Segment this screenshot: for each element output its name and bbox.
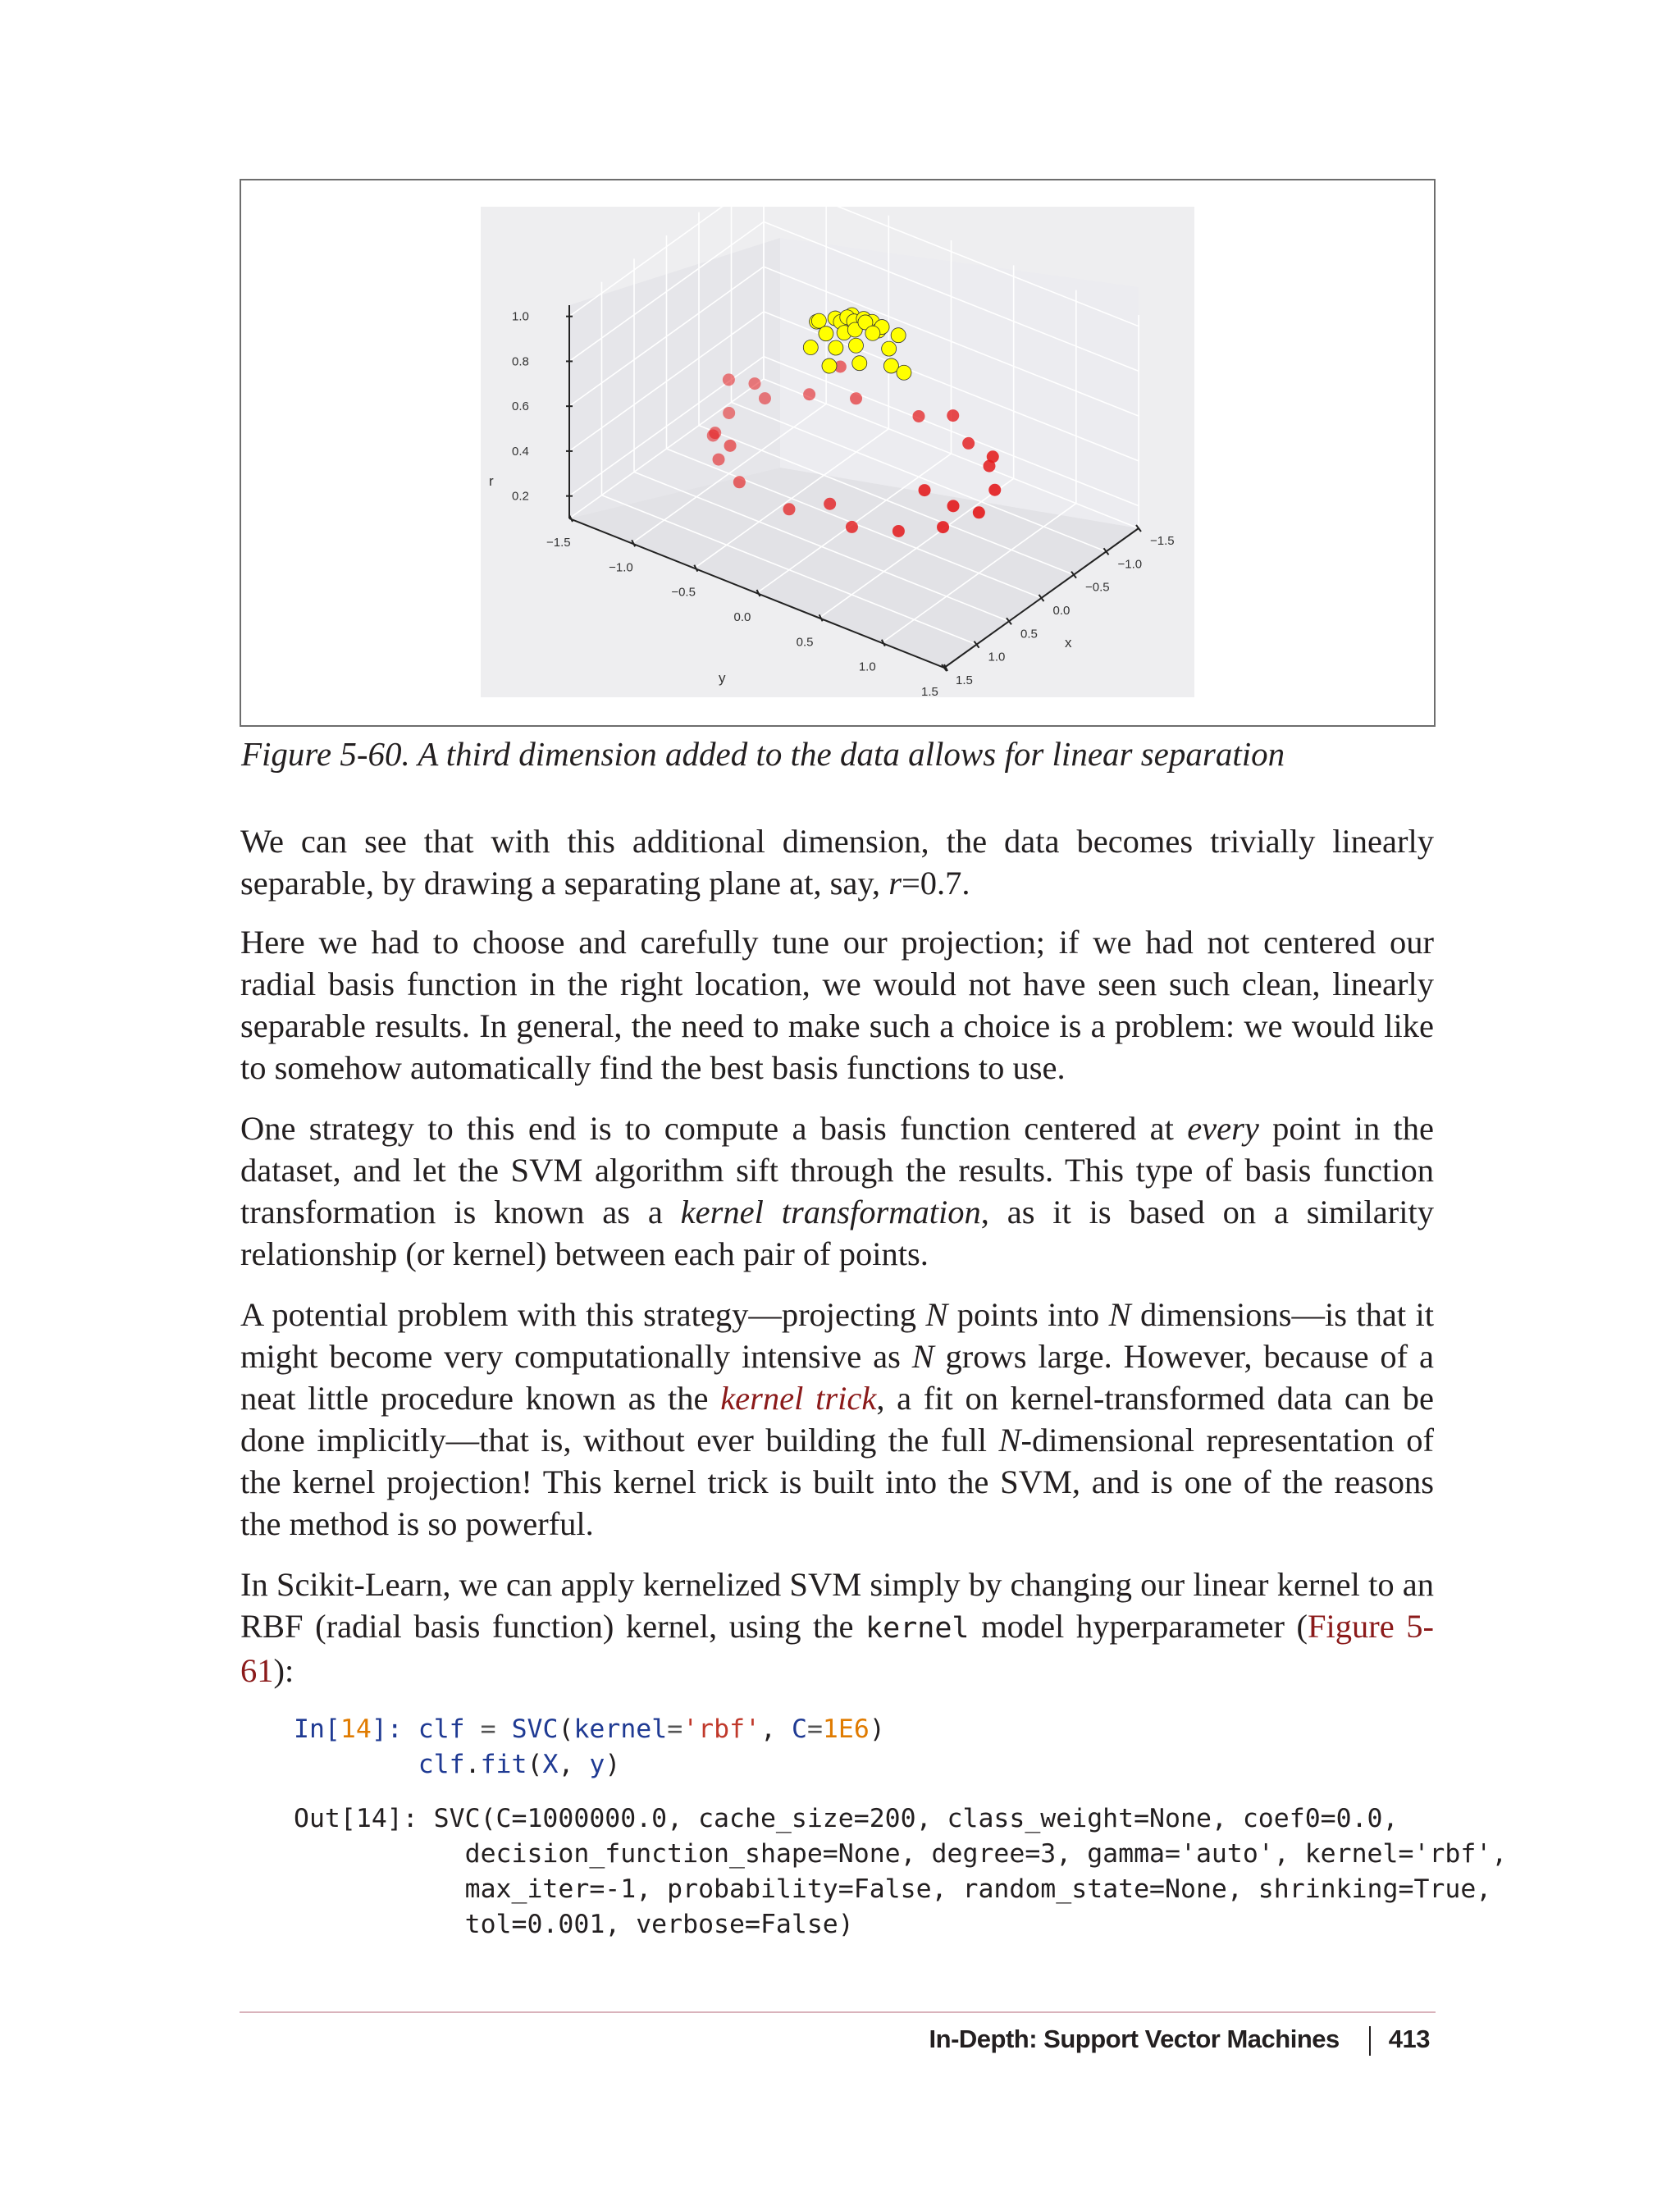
z-tick-label: 0.2 — [512, 489, 529, 504]
outer-point — [723, 373, 735, 386]
code-input: In[14]: clf = SVC(kernel='rbf', C=1E6) clf.fit(X, y) — [294, 1714, 885, 1779]
outer-point — [962, 437, 975, 450]
footer-rule — [240, 2011, 1436, 2013]
inner-point — [882, 341, 897, 356]
inner-point — [891, 328, 906, 343]
outer-point — [988, 484, 1001, 496]
outer-point — [723, 407, 735, 419]
paragraph-1: We can see that with this additional dimension, the data becomes trivially linearly separable, by drawing a separating plane at, say, r=0.7. — [240, 823, 1434, 902]
inner-point — [811, 313, 826, 328]
code-output-line: decision_function_shape=None, degree=3, gamma='auto', kernel='rbf', — [294, 1839, 1508, 1869]
code-output-line: tol=0.001, verbose=False) — [294, 1910, 854, 1939]
outer-point — [987, 450, 999, 463]
code-output-line: Out[14]: SVC(C=1000000.0, cache_size=200, class_weight=None, coef0=0.0, — [294, 1804, 1399, 1833]
paragraph-5: In Scikit-Learn, we can apply kernelized SVM simply by changing our linear kernel to an RBF (radial basis function) kernel, using the kernel model hyperparameter (Figure 5-61): — [240, 1566, 1434, 1689]
outer-point — [913, 410, 925, 422]
outer-point — [824, 498, 836, 510]
z-tick-label: 1.0 — [512, 309, 529, 324]
inner-point — [829, 340, 843, 355]
footer-section-title: In-Depth: Support Vector Machines — [929, 2025, 1340, 2053]
paragraph-3: One strategy to this end is to compute a basis function centered at every point in the dataset, and let the SVM algorithm sift through the results. This type of basis function transformation is known as a kernel transformation, as it is based on a similarity relationship (or kernel) between each pair of points. — [240, 1110, 1435, 1272]
inner-point — [803, 340, 818, 355]
outer-point — [937, 521, 949, 533]
outer-point — [919, 484, 931, 496]
code-output — [294, 1801, 1507, 1942]
y-axis-label: y — [719, 670, 726, 686]
inner-point — [848, 338, 863, 353]
figure-caption: Figure 5-60. A third dimension added to the data allows for linear separation — [241, 735, 1285, 773]
page-number: 413 — [1388, 2025, 1430, 2053]
y-tick-label: 1.0 — [858, 660, 876, 674]
code-output-line: max_iter=-1, probability=False, random_state=None, shrinking=True, — [294, 1874, 1492, 1904]
x-tick-label: 0.0 — [1052, 604, 1071, 618]
outer-point — [709, 427, 721, 439]
footer-separator — [1369, 2026, 1371, 2056]
outer-point — [713, 454, 725, 466]
outer-point — [783, 503, 796, 515]
scatter-3d-plot — [481, 207, 1194, 697]
z-tick-label: 0.8 — [512, 354, 529, 369]
y-tick-label: 1.5 — [921, 685, 938, 697]
paragraph-2: Here we had to choose and carefully tune our projection; if we had not centered our radial basis function in the right location, we would not have seen such clean, linearly separable results. In general, the need to make such a choice is a problem: we would like to somehow automatically find the best basis functions to use. — [240, 924, 1434, 1086]
z-axis-label: r — [489, 473, 494, 489]
inner-point — [852, 356, 867, 371]
inner-point — [819, 326, 833, 341]
outer-point — [724, 440, 737, 452]
figure-5-61-link[interactable]: Figure 5-61 — [240, 1608, 1434, 1689]
y-tick-label: −1.0 — [609, 560, 633, 575]
outer-point — [947, 409, 959, 422]
inner-point — [883, 358, 898, 373]
x-tick-label: −1.0 — [1117, 557, 1143, 572]
x-tick-label: −1.5 — [1150, 534, 1175, 548]
outer-point — [850, 392, 862, 404]
outer-point — [947, 500, 960, 512]
inner-point — [822, 358, 837, 373]
x-tick-label: −0.5 — [1085, 580, 1110, 595]
kernel-trick-link[interactable]: kernel trick — [720, 1380, 877, 1417]
outer-point — [748, 377, 760, 390]
outer-point — [892, 525, 905, 537]
outer-point — [733, 476, 746, 488]
z-tick-label: 0.6 — [512, 399, 529, 414]
page-footer — [929, 2025, 1430, 2056]
x-axis-label: x — [1065, 635, 1072, 651]
paragraph-4: A potential problem with this strategy—projecting N points into N dimensions—is that it might become very computationally intensive as N grows large. However, because of a neat little procedure known as the kernel trick, a fit on kernel-transformed data can be done implicitly—that is, without ever building the full N-dimensional representation of the kernel projection! This kernel trick is built into the SVM, and is one of the reasons the method is so powerful. — [240, 1296, 1434, 1542]
y-tick-label: −0.5 — [671, 585, 696, 600]
x-tick-label: 1.0 — [988, 650, 1006, 664]
z-tick-label: 0.4 — [512, 444, 529, 459]
x-tick-label: 1.5 — [956, 673, 973, 687]
y-tick-label: 0.5 — [796, 635, 814, 650]
outer-point — [846, 521, 858, 533]
inline-code-kernel: kernel — [865, 1612, 970, 1645]
outer-point — [803, 388, 815, 400]
y-tick-label: −1.5 — [546, 536, 571, 550]
inner-point — [897, 365, 911, 380]
outer-point — [973, 506, 985, 518]
x-tick-label: 0.5 — [1020, 627, 1038, 641]
outer-point — [759, 392, 771, 404]
y-tick-label: 0.0 — [733, 610, 751, 624]
inner-point — [865, 326, 880, 340]
